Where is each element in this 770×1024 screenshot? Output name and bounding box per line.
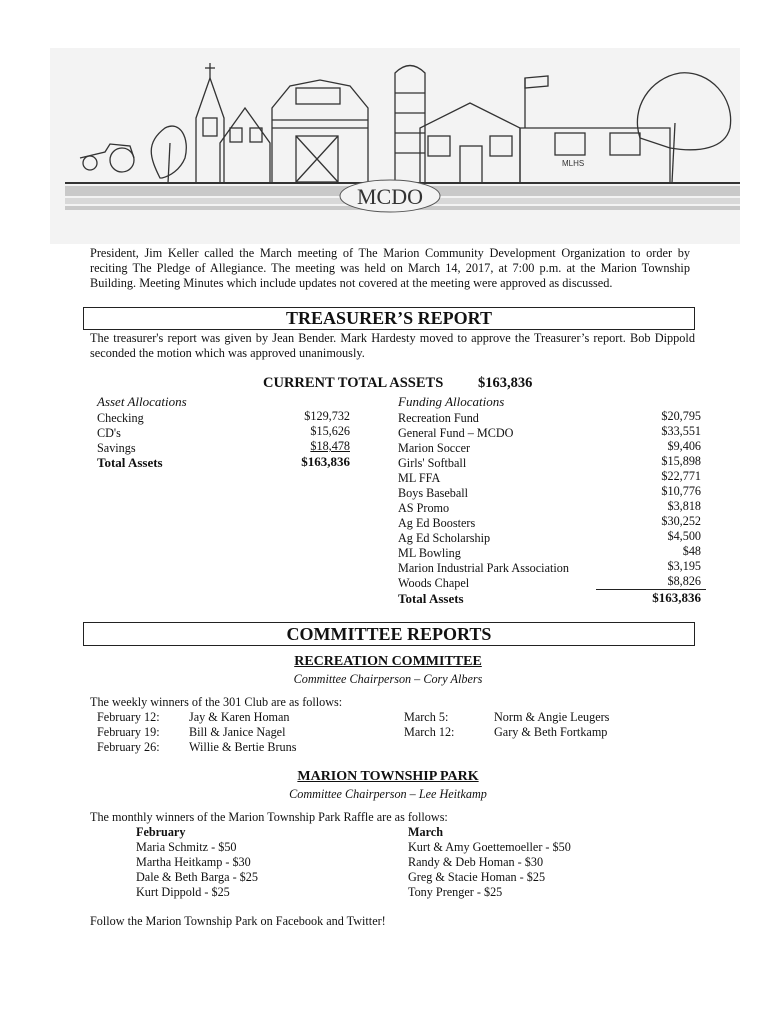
winner-name: Willie & Bertie Bruns xyxy=(189,740,297,754)
fund-value: $3,818 xyxy=(667,499,701,513)
fund-row xyxy=(398,424,701,439)
winner-date: February 26: xyxy=(97,740,160,754)
raffle-winner: Kurt Dippold - $25 xyxy=(136,885,230,899)
asset-value: $15,626 xyxy=(310,424,350,438)
asset-total-label: Total Assets xyxy=(97,455,163,470)
asset-row xyxy=(97,439,350,454)
asset-label: CD's xyxy=(97,426,121,440)
winner-date: March 5: xyxy=(404,710,449,724)
park-intro: The monthly winners of the Marion Township Park Raffle are as follows: xyxy=(90,810,448,824)
asset-row xyxy=(97,409,350,424)
fund-label: AS Promo xyxy=(398,501,450,515)
intro-paragraph: President, Jim Keller called the March meeting of The Marion Community Development Organization to order by reciting The Pledge of Allegiance. The meeting was held on March 14, 2017, at 7:00 p.m. at the Marion Township Building. Meeting Minutes which include updates not covered at the meeting were approved as discussed. xyxy=(90,246,690,290)
asset-total-row xyxy=(97,454,350,470)
winner-row xyxy=(97,710,290,725)
fund-label: Ag Ed Scholarship xyxy=(398,531,491,545)
fund-row xyxy=(398,454,701,469)
treasurer-heading xyxy=(83,307,695,330)
winner-date: February 19: xyxy=(97,725,160,739)
raffle-winner: Maria Schmitz - $50 xyxy=(136,840,237,854)
fund-value: $8,826 xyxy=(667,574,701,588)
winners-left xyxy=(97,710,297,755)
funding-allocations-heading: Funding Allocations xyxy=(398,394,505,409)
fund-row xyxy=(398,574,701,589)
fund-label: ML Bowling xyxy=(398,546,461,560)
park-march xyxy=(408,825,571,900)
fund-row xyxy=(398,469,701,484)
winner-name: Norm & Angie Leugers xyxy=(494,710,610,724)
winners-right xyxy=(404,710,610,740)
winner-date: February 12: xyxy=(97,710,160,724)
fund-label: Marion Industrial Park Association xyxy=(398,561,569,575)
current-total-value: $163,836 xyxy=(478,375,533,391)
fund-value: $33,551 xyxy=(661,424,701,438)
fund-row xyxy=(398,499,701,514)
raffle-winner: Martha Heitkamp - $30 xyxy=(136,855,251,869)
fund-label: Marion Soccer xyxy=(398,441,471,455)
park-chair: Committee Chairperson – Lee Heitkamp xyxy=(289,787,487,801)
fund-value: $3,195 xyxy=(667,559,701,573)
fund-row xyxy=(398,559,701,574)
fund-value: $30,252 xyxy=(661,514,701,528)
fund-label: Woods Chapel xyxy=(398,576,470,590)
winner-date: March 12: xyxy=(404,725,455,739)
fund-label: Girls' Softball xyxy=(398,456,467,470)
raffle-winner: Dale & Beth Barga - $25 xyxy=(136,870,258,884)
logo-text: MCDO xyxy=(356,184,424,209)
fund-value: $20,795 xyxy=(661,409,701,423)
fund-row xyxy=(398,439,701,454)
winner-row xyxy=(404,710,610,725)
asset-label: Checking xyxy=(97,411,144,425)
fund-value: $48 xyxy=(682,544,701,558)
asset-table xyxy=(97,409,350,470)
committee-heading-text: COMMITTEE REPORTS xyxy=(286,624,492,644)
raffle-winner: Kurt & Amy Goettemoeller - $50 xyxy=(408,840,571,854)
fund-value: $4,500 xyxy=(667,529,701,543)
fund-value: $10,776 xyxy=(661,484,701,498)
fund-row xyxy=(398,484,701,499)
raffle-winner: Tony Prenger - $25 xyxy=(408,885,503,899)
february-heading: February xyxy=(136,825,186,839)
asset-label: Savings xyxy=(97,441,136,455)
fund-value: $22,771 xyxy=(661,469,701,483)
fund-row xyxy=(398,409,701,424)
fund-row xyxy=(398,514,701,529)
fund-label: General Fund – MCDO xyxy=(398,426,514,440)
asset-value: $18,478 xyxy=(310,439,350,453)
fund-value: $15,898 xyxy=(661,454,701,468)
recreation-chair: Committee Chairperson – Cory Albers xyxy=(293,672,483,686)
current-total-label: CURRENT TOTAL ASSETS xyxy=(263,375,444,391)
winner-name: Jay & Karen Homan xyxy=(189,710,290,724)
fund-row xyxy=(398,529,701,544)
recreation-title: RECREATION COMMITTEE xyxy=(294,654,482,669)
fund-total-row xyxy=(398,590,701,606)
asset-value: $129,732 xyxy=(304,409,350,423)
raffle-winner: Greg & Stacie Homan - $25 xyxy=(408,870,546,884)
asset-total-value: $163,836 xyxy=(301,454,350,469)
winner-row xyxy=(97,740,297,755)
treasurer-paragraph: The treasurer's report was given by Jean Bender. Mark Hardesty moved to approve the Treasurer’s report. Bob Dippold seconded the motion which was approved unanimously. xyxy=(90,331,695,360)
treasurer-heading-text: TREASURER’S REPORT xyxy=(286,308,492,328)
fund-label: Recreation Fund xyxy=(398,411,479,425)
fund-row xyxy=(398,544,701,559)
fund-label: ML FFA xyxy=(398,471,441,485)
park-title: MARION TOWNSHIP PARK xyxy=(297,769,479,784)
asset-row xyxy=(97,424,350,439)
park-footer: Follow the Marion Township Park on Facebook and Twitter! xyxy=(90,914,386,928)
winner-name: Bill & Janice Nagel xyxy=(189,725,286,739)
fund-value: $9,406 xyxy=(667,439,701,453)
funding-table xyxy=(398,409,701,606)
committee-heading xyxy=(83,622,695,646)
winner-name: Gary & Beth Fortkamp xyxy=(494,725,608,739)
recreation-intro: The weekly winners of the 301 Club are as follows: xyxy=(90,695,343,709)
raffle-winner: Randy & Deb Homan - $30 xyxy=(408,855,544,869)
fund-label: Ag Ed Boosters xyxy=(398,516,476,530)
school-sign: MLHS xyxy=(562,159,585,168)
fund-total-value: $163,836 xyxy=(652,590,701,605)
header-illustration xyxy=(50,48,740,244)
march-heading: March xyxy=(408,825,443,839)
park-february xyxy=(136,825,258,900)
asset-allocations-heading: Asset Allocations xyxy=(97,394,187,409)
fund-total-label: Total Assets xyxy=(398,591,464,606)
winner-row xyxy=(97,725,286,740)
fund-label: Boys Baseball xyxy=(398,486,469,500)
winner-row xyxy=(404,725,608,740)
